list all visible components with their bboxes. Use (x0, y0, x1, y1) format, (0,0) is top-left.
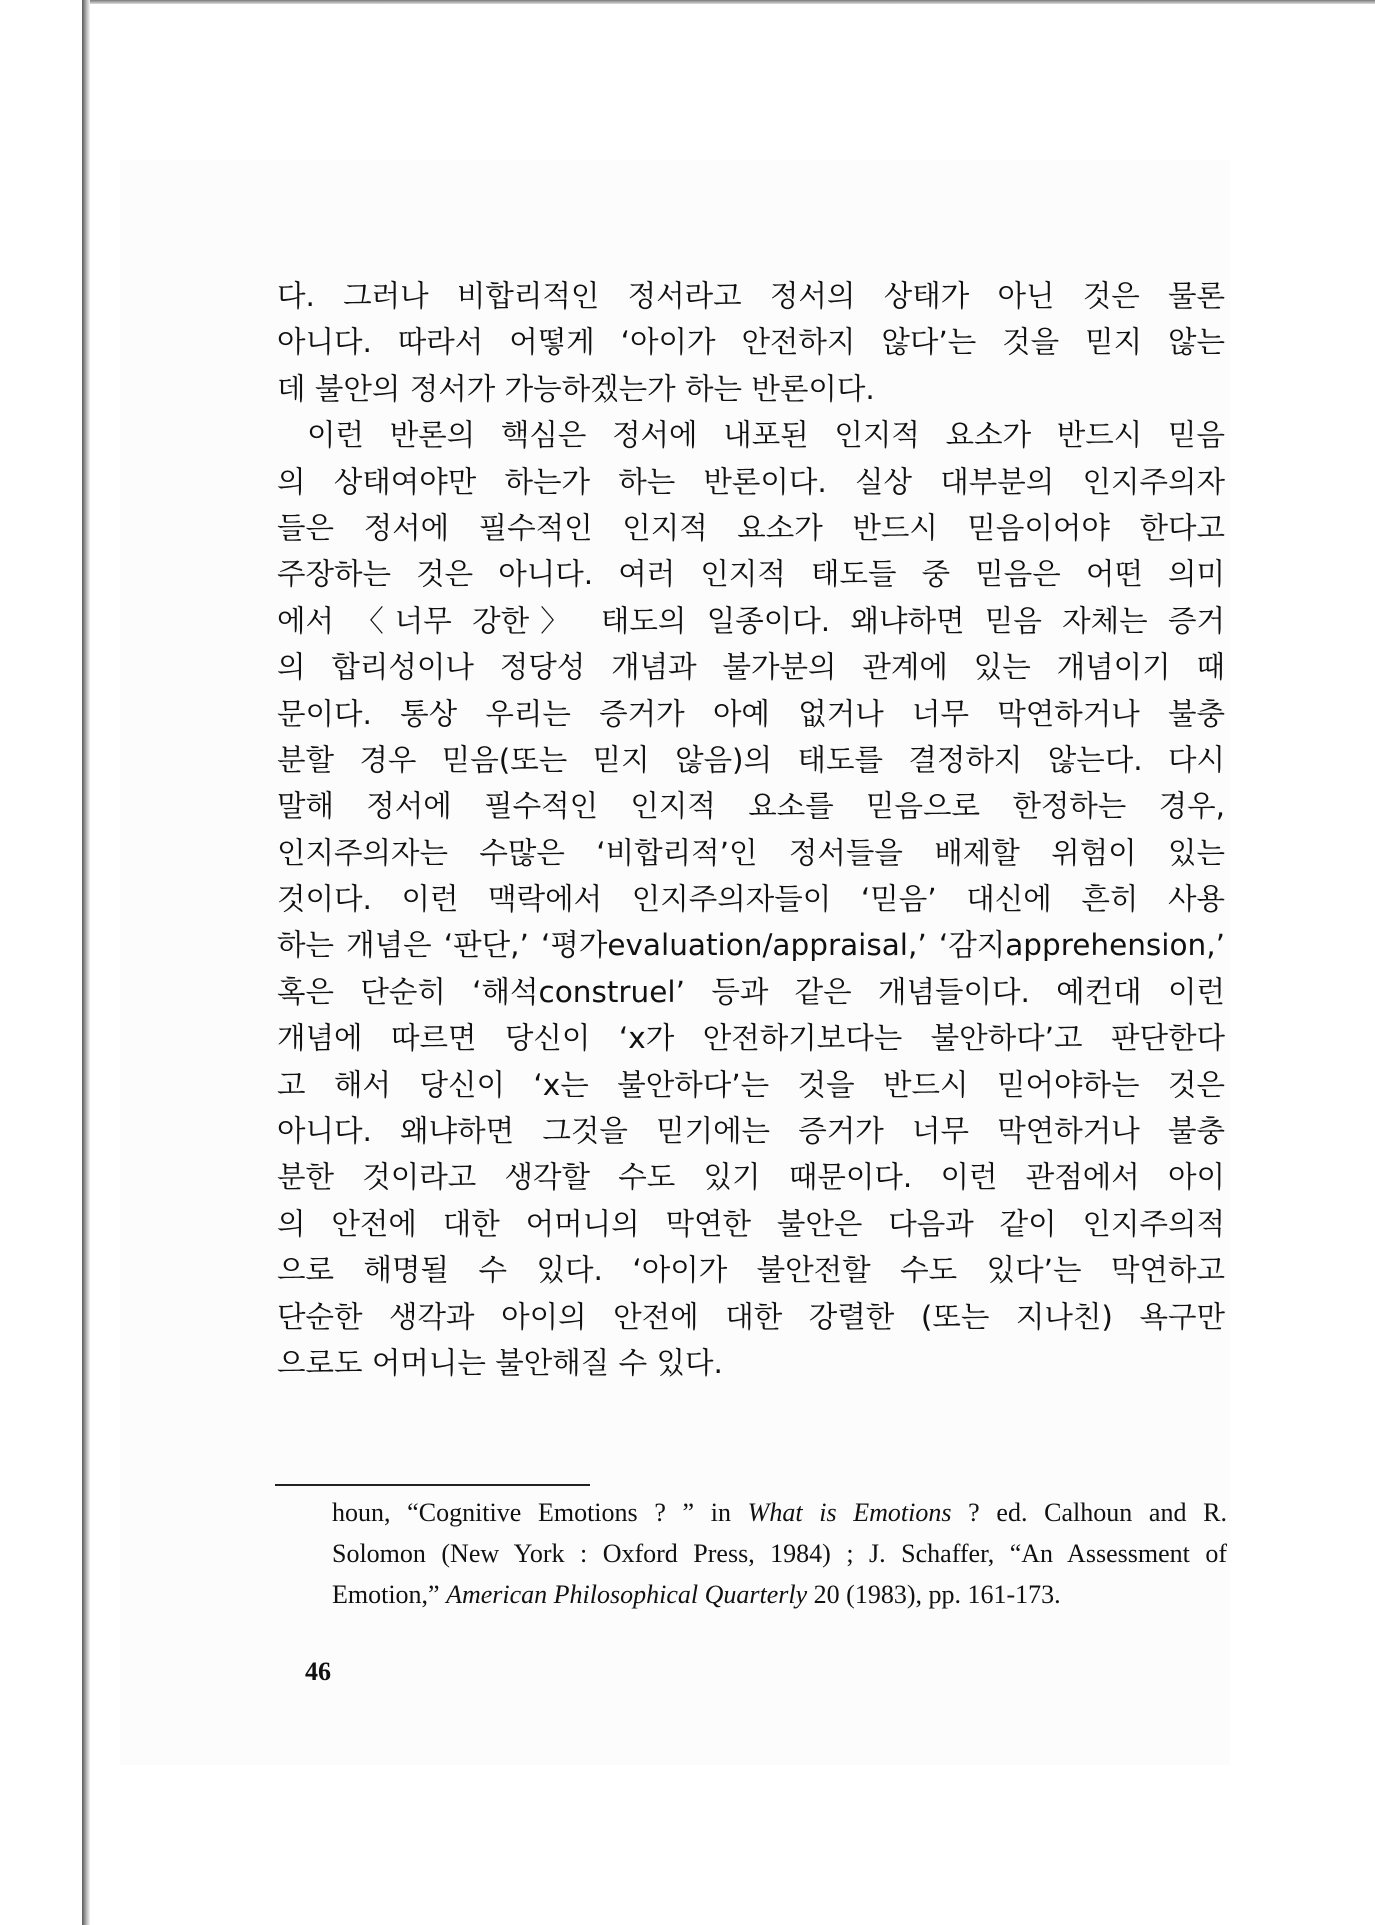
footnote-line (332, 1492, 1227, 1533)
body-line: 이런 반론의 핵심은 정서에 내포된 인지적 요소가 반드시 믿음 (307, 418, 1225, 453)
footnote-text: ? ed. Calhoun and R. (951, 1498, 1227, 1527)
body-line: 으로도 어머니는 불안해질 수 있다. (277, 1345, 723, 1380)
footnote-divider (275, 1484, 590, 1486)
body-line: 의 상태여야만 하는가 하는 반론이다. 실상 대부분의 인지주의자 (277, 464, 1225, 499)
page-edge-left (82, 0, 90, 1925)
body-line: 하는 개념은 ‘판단,’ ‘평가evaluation/appraisal,’ ‘감지apprehension,’ (277, 928, 1225, 963)
footnote-text: 20 (1983), pp. 161-173. (807, 1580, 1061, 1609)
body-line: 주장하는 것은 아니다. 여러 인지적 태도들 중 믿음은 어떤 의미 (277, 557, 1225, 592)
body-line: 에서 〈너무 강한〉 태도의 일종이다. 왜냐하면 믿음 자체는 증거 (277, 603, 1225, 638)
body-line: 말해 정서에 필수적인 인지적 요소를 믿음으로 한정하는 경우, (277, 789, 1225, 824)
body-line: 혹은 단순히 ‘해석construel’ 등과 같은 개념들이다. 예컨대 이런 (277, 974, 1225, 1009)
body-line: 의 안전에 대한 어머니의 막연한 불안은 다음과 같이 인지주의적 (277, 1206, 1225, 1241)
book-title: What is Emotions (747, 1498, 952, 1527)
body-line: 고 해서 당신이 ‘x는 불안하다’는 것을 반드시 믿어야하는 것은 (277, 1067, 1225, 1102)
page-number: 46 (305, 1657, 331, 1686)
body-line: 개념에 따르면 당신이 ‘x가 안전하기보다는 불안하다’고 판단한다 (277, 1021, 1225, 1056)
journal-title: American Philosophical Quarterly (446, 1580, 808, 1609)
body-line: 문이다. 통상 우리는 증거가 아예 없거나 너무 막연하거나 불충 (277, 696, 1225, 731)
body-text (277, 273, 1225, 1386)
body-line: 들은 정서에 필수적인 인지적 요소가 반드시 믿음이어야 한다고 (277, 510, 1225, 545)
body-line: 것이다. 이런 맥락에서 인지주의자들이 ‘믿음’ 대신에 흔히 사용 (277, 882, 1225, 917)
footnote-line (332, 1574, 1227, 1615)
footnote-text: Emotion,” (332, 1580, 447, 1609)
footnote-text: houn, “Cognitive Emotions ? ” in (332, 1498, 748, 1527)
body-line: 인지주의자는 수많은 ‘비합리적’인 정서들을 배제할 위험이 있는 (277, 835, 1225, 870)
body-line: 분할 경우 믿음(또는 믿지 않음)의 태도를 결정하지 않는다. 다시 (277, 742, 1225, 777)
body-line: 단순한 생각과 아이의 안전에 대한 강렬한 (또는 지나친) 욕구만 (277, 1299, 1225, 1334)
body-line: 다. 그러나 비합리적인 정서라고 정서의 상태가 아닌 것은 물론 (277, 279, 1225, 313)
body-line: 데 불안의 정서가 가능하겠는가 하는 반론이다. (277, 371, 875, 406)
body-line: 아니다. 왜냐하면 그것을 믿기에는 증거가 너무 막연하거나 불충 (277, 1114, 1225, 1149)
body-line: 의 합리성이나 정당성 개념과 불가분의 관계에 있는 개념이기 때 (277, 650, 1225, 685)
body-line: 아니다. 따라서 어떻게 ‘아이가 안전하지 않다’는 것을 믿지 않는 (277, 325, 1225, 360)
footnote-line: Solomon (New York : Oxford Press, 1984) ; J. Schaffer, “An Assessment of (332, 1539, 1227, 1568)
footnote (332, 1492, 1227, 1615)
body-line: 으로 해명될 수 있다. ‘아이가 불안전할 수도 있다’는 막연하고 (277, 1253, 1225, 1288)
body-line: 분한 것이라고 생각할 수도 있기 때문이다. 이런 관점에서 아이 (277, 1160, 1225, 1195)
